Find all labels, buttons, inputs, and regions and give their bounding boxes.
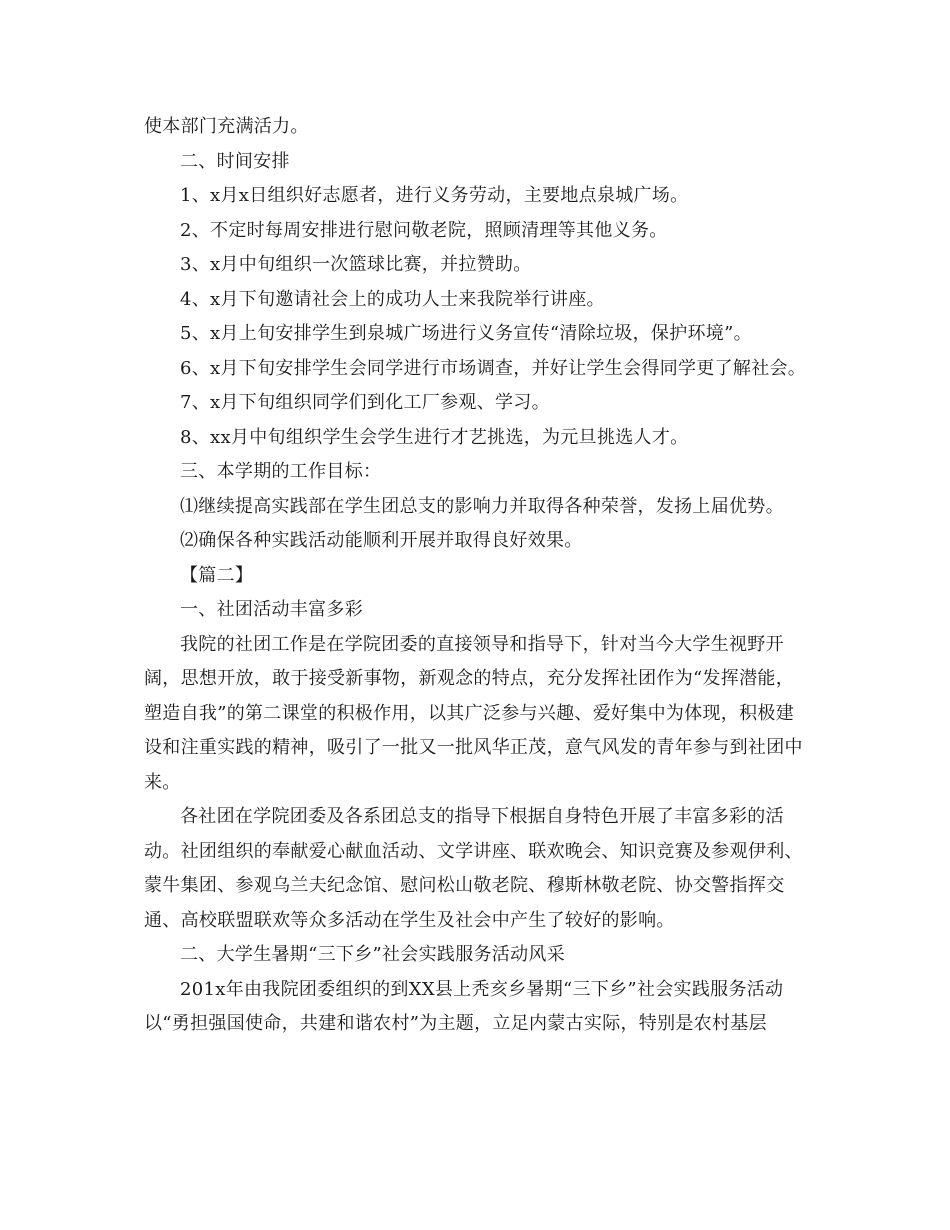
- document-body: [144, 110, 812, 1042]
- goal-item: ⑵确保各种实践活动能顺利开展并取得良好效果。: [180, 530, 583, 551]
- schedule-item: 7、x月下旬组织同学们到化工厂参观、学习。: [180, 392, 550, 413]
- schedule-item: 6、x月下旬安排学生会同学进行市场调查，并好让学生会得同学更了解社会。: [180, 357, 807, 379]
- section-heading-clubs: 一、社团活动丰富多彩: [180, 599, 363, 620]
- part-heading: 【篇二】: [180, 564, 254, 586]
- paragraph: 201x年由我院团委组织的到XX县上秃亥乡暑期“三下乡”社会实践服务活动以“勇担强国使命，共建和谐农村”为主题，立足内蒙古实际，特别是农村基层: [144, 978, 784, 1034]
- schedule-item: 8、xx月中旬组织学生会学生进行才艺挑选，为元旦挑选人才。: [180, 426, 689, 448]
- schedule-item: 1、x月x日组织好志愿者，进行义务劳动，主要地点泉城广场。: [180, 185, 689, 206]
- schedule-item: 3、x月中旬组织一次篮球比赛，并拉赞助。: [180, 254, 532, 275]
- section-heading-summer-practice: 二、大学生暑期“三下乡”社会实践服务活动风采: [180, 944, 566, 965]
- paragraph: 使本部门充满活力。: [144, 116, 309, 137]
- paragraph: 我院的社团工作是在学院团委的直接领导和指导下，针对当今大学生视野开阔，思想开放，敢于接受新事物，新观念的特点，充分发挥社团作为“发挥潜能，塑造自我”的第二课堂的积极作用，以其广泛参与兴趣、爱好集中为体现，积极建设和注重实践的精神，吸引了一批又一批风华正茂，意气风发的青年参与到社团中来。: [144, 633, 803, 793]
- section-heading-goals: 三、本学期的工作目标：: [180, 461, 382, 482]
- paragraph: 各社团在学院团委及各系团总支的指导下根据自身特色开展了丰富多彩的活动。社团组织的奉献爱心献血活动、文学讲座、联欢晚会、知识竞赛及参观伊利、蒙牛集团、参观乌兰夫纪念馆、慰问松山敬老院、穆斯林敬老院、协交警指挥交通、高校联盟联欢等众多活动在学生及社会中产生了较好的影响。: [144, 806, 803, 931]
- schedule-item: 2、不定时每周安排进行慰问敬老院，照顾清理等其他义务。: [180, 219, 668, 241]
- goal-item: ⑴继续提高实践部在学生团总支的影响力并取得各种荣誉，发扬上届优势。: [180, 495, 784, 517]
- schedule-item: 5、x月上旬安排学生到泉城广场进行义务宣传“清除垃圾，保护环境”。: [180, 323, 752, 344]
- schedule-item: 4、x月下旬邀请社会上的成功人士来我院举行讲座。: [180, 288, 605, 310]
- section-heading-schedule: 二、时间安排: [180, 150, 290, 172]
